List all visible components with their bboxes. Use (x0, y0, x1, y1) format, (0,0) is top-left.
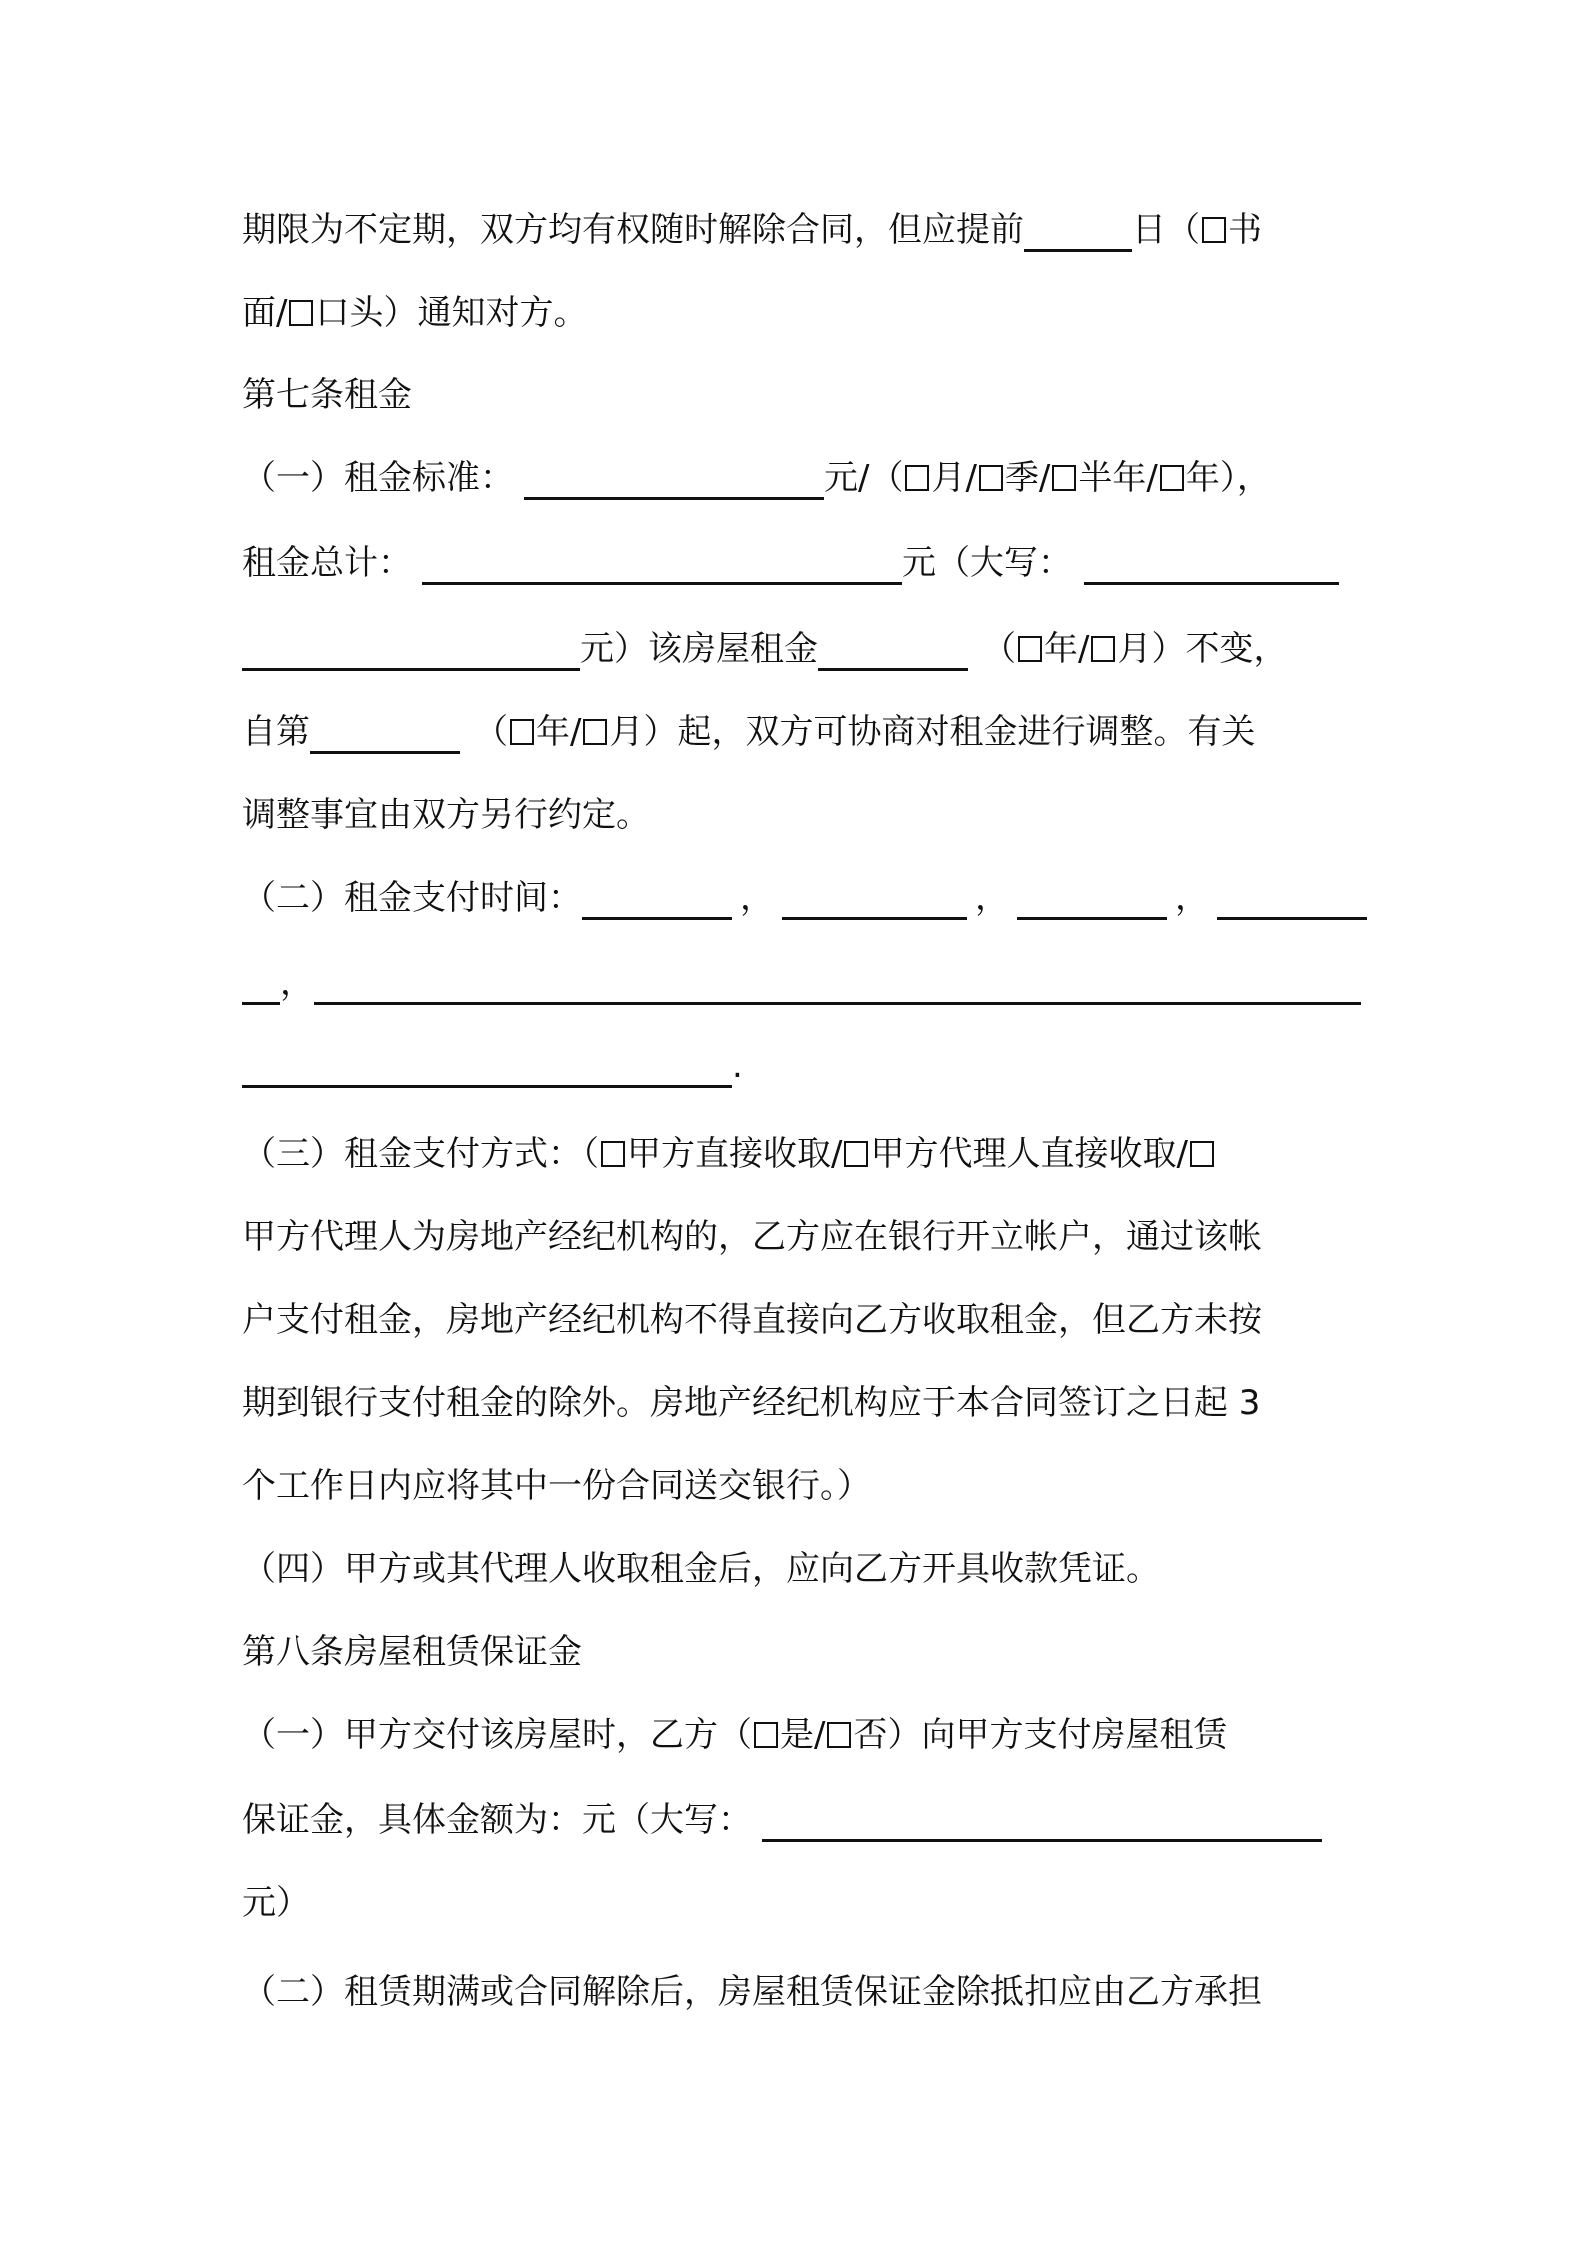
pay-time-line (242, 868, 1357, 928)
rent-total-capital-blank[interactable] (1084, 541, 1339, 585)
article-8-title (242, 1622, 1357, 1682)
text: 调整事宜由双方另行约定。 (242, 795, 650, 835)
pay-time-line-3 (242, 1036, 1357, 1096)
checkbox-half-year[interactable] (1052, 465, 1076, 491)
pay-time-blank-3[interactable] (1017, 876, 1167, 920)
text: （三）租金支付方式：（ (242, 1134, 599, 1174)
pay-time-line-2 (242, 953, 1357, 1013)
rent-unchanged-blank[interactable] (818, 627, 968, 671)
deposit-line-2 (242, 1790, 1357, 1850)
checkbox-agency[interactable] (1190, 1141, 1214, 1167)
deposit-line (242, 1705, 1357, 1765)
text: （ (982, 629, 1016, 669)
checkbox-year[interactable] (1160, 465, 1184, 491)
rent-total-blank[interactable] (422, 541, 902, 585)
text: 月）不变， (1117, 629, 1288, 669)
checkbox-written[interactable] (1202, 217, 1226, 243)
text: ， (740, 878, 774, 918)
text: 元/（ (824, 458, 904, 498)
text: （ (474, 712, 508, 752)
checkbox-oral[interactable] (289, 300, 313, 326)
rent-unchanged-line (242, 619, 1357, 679)
checkbox-quarter[interactable] (979, 465, 1003, 491)
rent-standard-blank[interactable] (524, 456, 824, 500)
checkbox-month[interactable] (1091, 636, 1115, 662)
checkbox-no[interactable] (827, 1722, 851, 1748)
text: 半年/ (1078, 458, 1158, 498)
text: 甲方直接收取/ (627, 1134, 843, 1174)
text: 元）该房屋租金 (580, 629, 818, 669)
rent-standard-line (242, 448, 1357, 508)
text: 租金总计： (242, 543, 412, 583)
pay-time-blank-6[interactable] (242, 1044, 732, 1088)
text: 自第 (242, 712, 310, 752)
pay-method-line-5 (242, 1456, 1357, 1516)
text: 个工作日内应将其中一份合同送交银行。） (242, 1466, 871, 1506)
pay-time-blank-4[interactable] (1217, 876, 1367, 920)
deposit-capital-blank[interactable] (762, 1798, 1322, 1842)
pay-time-blank-2[interactable] (782, 876, 967, 920)
text: 期限为不定期，双方均有权随时解除合同，但应提前 (242, 210, 1024, 250)
text: 年/ (1044, 629, 1090, 669)
receipt-line (242, 1539, 1357, 1599)
text: . (732, 1046, 743, 1086)
text: 是/ (780, 1715, 826, 1755)
pay-time-blank-1[interactable] (582, 876, 732, 920)
rent-total-line (242, 533, 1357, 593)
pay-method-line-4 (242, 1373, 1357, 1433)
text: 元（大写： (902, 543, 1072, 583)
text: 户支付租金，房地产经纪机构不得直接向乙方收取租金，但乙方未按 (242, 1300, 1262, 1340)
pay-time-blank-4-cont[interactable] (242, 961, 280, 1005)
checkbox-yes[interactable] (754, 1722, 778, 1748)
text: 年/ (536, 712, 582, 752)
pay-method-line (242, 1124, 1357, 1184)
text: 否）向甲方支付房屋租赁 (853, 1715, 1228, 1755)
checkbox-year[interactable] (1018, 636, 1042, 662)
paragraph-notice-period (242, 200, 1357, 260)
deposit-return-line (242, 1962, 1357, 2022)
text: 口头）通知对方。 (315, 293, 588, 333)
text: ， (1175, 878, 1209, 918)
text: ， (280, 963, 314, 1003)
pay-time-blank-5[interactable] (314, 961, 1361, 1005)
text: 月/ (931, 458, 977, 498)
pay-method-line-2 (242, 1207, 1357, 1267)
text: 元） (242, 1883, 310, 1923)
heading: 第七条租金 (242, 375, 412, 415)
text: 日（ (1132, 210, 1200, 250)
deposit-line-3 (242, 1873, 1357, 1933)
pay-method-line-3 (242, 1290, 1357, 1350)
text: ， (975, 878, 1009, 918)
text: 季/ (1004, 458, 1051, 498)
text: 期到银行支付租金的除外。房地产经纪机构应于本合同签订之日起 3 (242, 1383, 1261, 1423)
article-7-title (242, 365, 1357, 425)
rent-adjust-line-2 (242, 785, 1357, 845)
checkbox-agent-direct[interactable] (844, 1141, 868, 1167)
rent-total-capital-blank-2[interactable] (242, 627, 580, 671)
text: 甲方代理人直接收取/ (870, 1134, 1188, 1174)
paragraph-notice-method (242, 283, 1357, 343)
text: （二）租金支付时间： (242, 878, 582, 918)
checkbox-month[interactable] (583, 719, 607, 745)
text: 年）， (1185, 458, 1271, 498)
text: （一）租金标准： (242, 458, 514, 498)
rent-adjust-line (242, 702, 1357, 762)
text: （四）甲方或其代理人收取租金后，应向乙方开具收款凭证。 (242, 1549, 1160, 1589)
text: 书 (1228, 210, 1262, 250)
text: 甲方代理人为房地产经纪机构的，乙方应在银行开立帐户，通过该帐 (242, 1217, 1262, 1257)
checkbox-landlord-direct[interactable] (601, 1141, 625, 1167)
text: 月）起，双方可协商对租金进行调整。有关 (609, 712, 1256, 752)
text: （一）甲方交付该房屋时，乙方（ (242, 1715, 752, 1755)
checkbox-month[interactable] (905, 465, 929, 491)
text: 面/ (242, 293, 288, 333)
heading: 第八条房屋租赁保证金 (242, 1632, 582, 1672)
notice-days-blank[interactable] (1024, 208, 1132, 252)
rent-adjust-blank[interactable] (310, 710, 460, 754)
checkbox-year[interactable] (510, 719, 534, 745)
text: 保证金，具体金额为：元（大写： (242, 1800, 752, 1840)
text: （二）租赁期满或合同解除后，房屋租赁保证金除抵扣应由乙方承担 (242, 1972, 1262, 2012)
